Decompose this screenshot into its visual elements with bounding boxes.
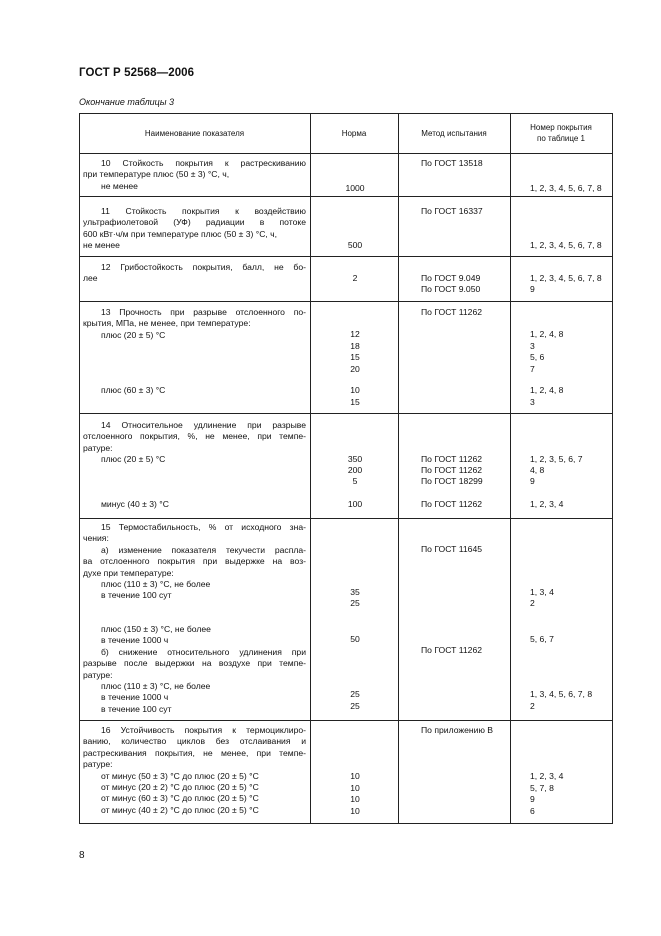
name-line: от минус (40 ± 2) °С до плюс (20 ± 5) °С bbox=[101, 804, 259, 815]
method-value: По ГОСТ 11645 bbox=[421, 544, 483, 554]
name-line: лее bbox=[83, 273, 98, 284]
name-line: плюс (20 ± 5) °С bbox=[101, 329, 166, 340]
name-line: 14 Относительное удлинение при разрыве bbox=[101, 420, 306, 430]
method-value: По ГОСТ 18299 bbox=[421, 476, 483, 486]
method-value: По ГОСТ 11262 bbox=[421, 454, 483, 464]
name-line: а) изменение показателя текучести распла- bbox=[101, 544, 306, 555]
name-line: в течение 1000 ч bbox=[101, 692, 169, 703]
cover-value: 5, 6 bbox=[530, 352, 545, 362]
cover-value: 1, 2, 4, 8 bbox=[530, 329, 564, 339]
row-divider bbox=[79, 720, 613, 721]
name-line: от минус (60 ± 3) °С до плюс (20 ± 5) °С bbox=[101, 793, 259, 804]
cover-value: 3 bbox=[530, 397, 535, 407]
column-header-cover-line1: Номер покрытия bbox=[530, 123, 592, 132]
name-line: ультрафиолетовой (УФ) радиации в потоке bbox=[83, 217, 306, 228]
column-divider bbox=[510, 113, 511, 824]
cover-value: 1, 2, 3, 4, 5, 6, 7, 8 bbox=[530, 273, 602, 283]
cover-value: 1, 2, 3, 4 bbox=[530, 499, 564, 509]
name-line: разрыве после выдержки на воздухе при темпе- bbox=[83, 658, 306, 669]
name-line: духе при температуре: bbox=[83, 567, 174, 578]
norm-value: 25 bbox=[350, 701, 360, 711]
norm-value: 500 bbox=[347, 240, 363, 250]
method-value: По приложению В bbox=[421, 725, 494, 735]
norm-value: 10 bbox=[350, 771, 360, 781]
name-line: 600 кВт·ч/м при температуре плюс (50 ± 3) °С, ч, bbox=[83, 228, 278, 239]
norm-value: 20 bbox=[350, 364, 360, 374]
name-line: от минус (50 ± 3) °С до плюс (20 ± 5) °С bbox=[101, 770, 259, 781]
name-line: ванию, количество циклов без отслаивания и bbox=[83, 736, 306, 747]
name-line: 13 Прочность при разрыве отслоенного по- bbox=[101, 307, 306, 317]
cover-value: 1, 3, 4 bbox=[530, 587, 554, 597]
name-line: плюс (150 ± 3) °С, не более bbox=[101, 624, 211, 634]
name-line: плюс (20 ± 5) °С bbox=[101, 454, 166, 465]
norm-value: 350 bbox=[347, 454, 363, 464]
method-value: По ГОСТ 9.049 bbox=[421, 273, 481, 283]
name-line: 10 Стойкость покрытия к растрескиванию bbox=[101, 158, 306, 168]
name-line: в течение 100 сут bbox=[101, 703, 172, 714]
column-header-cover-line2: по таблице 1 bbox=[537, 134, 585, 143]
method-value: По ГОСТ 16337 bbox=[421, 206, 483, 216]
cover-value: 2 bbox=[530, 598, 535, 608]
method-value: По ГОСТ 9.050 bbox=[421, 284, 481, 294]
method-value: По ГОСТ 11262 bbox=[421, 465, 483, 475]
cover-value: 6 bbox=[530, 806, 535, 816]
row-10-name bbox=[83, 158, 306, 192]
norm-value: 10 bbox=[350, 806, 360, 816]
method-value: По ГОСТ 13518 bbox=[421, 158, 483, 168]
name-line: 15 Термостабильность, % от исходного зна- bbox=[101, 522, 306, 532]
name-line: 16 Устойчивость покрытия к термоциклиро- bbox=[101, 725, 306, 735]
name-line: растрескивания покрытия, не менее, при темпе- bbox=[83, 747, 306, 758]
cover-value: 3 bbox=[530, 341, 535, 351]
norm-value: 5 bbox=[352, 476, 358, 486]
method-value: По ГОСТ 11262 bbox=[421, 645, 483, 655]
norm-value: 12 bbox=[350, 329, 360, 339]
row-13-name bbox=[83, 307, 306, 341]
cover-value: 1, 3, 4, 5, 6, 7, 8 bbox=[530, 689, 593, 699]
table-border-bottom bbox=[79, 823, 613, 824]
name-line: 12 Грибостойкость покрытия, балл, не бо- bbox=[101, 262, 306, 272]
column-header-method: Метод испытания bbox=[421, 129, 487, 138]
name-line: плюс (110 ± 3) °С, не более bbox=[101, 579, 211, 590]
row-divider bbox=[79, 301, 613, 302]
method-value: По ГОСТ 11262 bbox=[421, 499, 483, 509]
name-line: 11 Стойкость покрытия к воздействию bbox=[101, 206, 306, 216]
row-11-name bbox=[83, 206, 306, 252]
norm-value: 10 bbox=[350, 783, 360, 793]
name-line: крытия, МПа, не менее, при температуре: bbox=[83, 318, 251, 329]
norm-value: 1000 bbox=[345, 183, 365, 193]
name-line: не менее bbox=[101, 180, 138, 191]
cover-value: 9 bbox=[530, 284, 535, 294]
cover-value: 1, 2, 4, 8 bbox=[530, 385, 564, 395]
norm-value: 10 bbox=[350, 794, 360, 804]
column-header-norm: Норма bbox=[341, 129, 367, 138]
method-value: По ГОСТ 11262 bbox=[421, 307, 483, 317]
name-line: ва отслоенного покрытия при выдержке на воз- bbox=[83, 556, 306, 567]
table-caption: Окончание таблицы 3 bbox=[79, 97, 174, 107]
cover-value: 5, 7, 8 bbox=[530, 783, 554, 793]
cover-value: 4, 8 bbox=[530, 465, 545, 475]
name-line: не менее bbox=[83, 240, 120, 251]
table-border-right bbox=[612, 113, 613, 824]
table-border-left bbox=[79, 113, 80, 824]
row-divider bbox=[79, 196, 613, 197]
name-line: при температуре плюс (50 ± 3) °С, ч, bbox=[83, 169, 230, 180]
cover-value: 7 bbox=[530, 364, 535, 374]
norm-value: 18 bbox=[350, 341, 360, 351]
properties-table bbox=[79, 113, 613, 824]
norm-value: 35 bbox=[350, 587, 360, 597]
row-divider bbox=[79, 518, 613, 519]
row-15-name bbox=[83, 522, 306, 602]
norm-value: 10 bbox=[350, 385, 360, 395]
name-line: чения: bbox=[83, 533, 109, 544]
norm-value: 25 bbox=[350, 689, 360, 699]
cover-value: 1, 2, 3, 4, 5, 6, 7, 8 bbox=[530, 183, 602, 193]
row-14-name bbox=[83, 420, 306, 466]
norm-value: 15 bbox=[350, 397, 360, 407]
cover-value: 9 bbox=[530, 476, 535, 486]
column-divider bbox=[398, 113, 399, 824]
row-16-name bbox=[83, 725, 306, 816]
norm-value: 15 bbox=[350, 352, 360, 362]
row-15-name-cont bbox=[83, 624, 306, 715]
name-line: плюс (60 ± 3) °С bbox=[101, 385, 166, 395]
norm-value: 25 bbox=[350, 598, 360, 608]
name-line: б) снижение относительного удлинения при bbox=[101, 646, 306, 657]
name-line: ратуре: bbox=[83, 759, 113, 770]
cover-value: 1, 2, 3, 4 bbox=[530, 771, 564, 781]
norm-value: 2 bbox=[352, 273, 358, 283]
norm-value: 100 bbox=[347, 499, 363, 509]
cover-value: 2 bbox=[530, 701, 535, 711]
cover-value: 1, 2, 3, 5, 6, 7 bbox=[530, 454, 583, 464]
name-line: отслоенного покрытия, %, не менее, при темпе- bbox=[83, 431, 306, 442]
name-line: от минус (20 ± 2) °С до плюс (20 ± 5) °С bbox=[101, 782, 259, 793]
cover-value: 1, 2, 3, 4, 5, 6, 7, 8 bbox=[530, 240, 602, 250]
row-divider bbox=[79, 413, 613, 414]
cover-value: 9 bbox=[530, 794, 535, 804]
name-line: ратуре: bbox=[83, 669, 113, 680]
name-line: плюс (110 ± 3) °С, не более bbox=[101, 681, 211, 692]
header-divider bbox=[79, 153, 613, 154]
name-line: в течение 100 сут bbox=[101, 590, 172, 601]
document-header: ГОСТ Р 52568—2006 bbox=[79, 67, 195, 79]
norm-value: 200 bbox=[347, 465, 363, 475]
row-divider bbox=[79, 256, 613, 257]
name-line: ратуре: bbox=[83, 442, 113, 453]
norm-value: 50 bbox=[350, 634, 360, 644]
name-line: минус (40 ± 3) °С bbox=[101, 499, 169, 509]
name-line: в течение 1000 ч bbox=[101, 635, 169, 646]
page-number: 8 bbox=[79, 850, 85, 861]
row-12-name bbox=[83, 262, 306, 285]
table-border-top bbox=[79, 113, 613, 114]
cover-value: 5, 6, 7 bbox=[530, 634, 554, 644]
column-header-name: Наименование показателя bbox=[144, 129, 245, 138]
column-divider bbox=[310, 113, 311, 824]
